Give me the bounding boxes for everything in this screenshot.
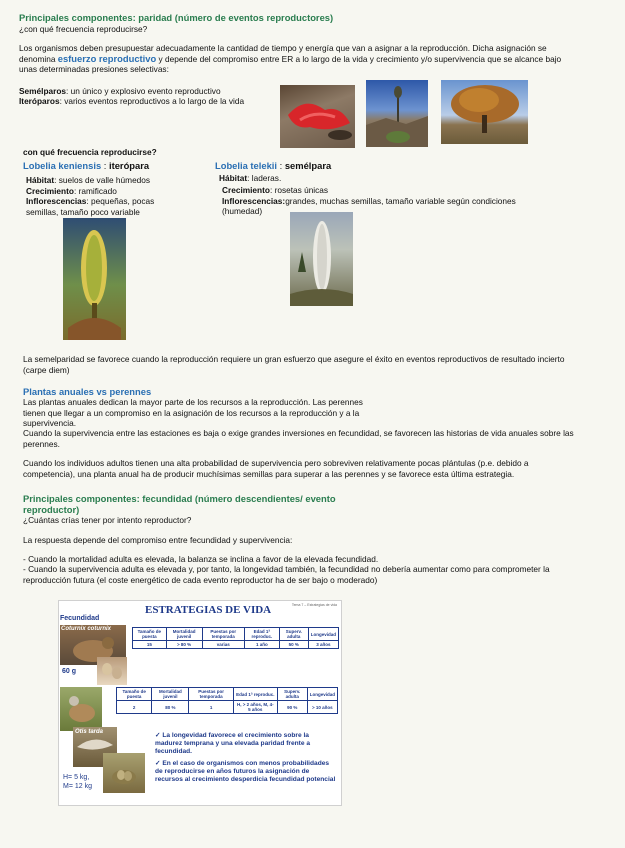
salmon-photo — [280, 85, 355, 148]
bustard-weight-m: M= 12 kg — [63, 783, 92, 790]
telekii-inflorescencias — [222, 196, 532, 217]
slide-title: ESTRATEGIAS DE VIDA — [145, 604, 272, 616]
inflorescencias-value: : pequeñas, pocas semillas, tamaño poco variable — [26, 196, 155, 217]
telekii-crecimiento — [222, 185, 532, 196]
table-cell: 3 años — [308, 641, 338, 649]
section1-paragraph — [19, 43, 579, 75]
header-cell: Longevidad — [308, 628, 338, 641]
telekii-details — [222, 185, 532, 217]
lobelia-telekii-photo — [290, 212, 353, 306]
crecimiento-value: : rosetas únicas — [269, 185, 329, 195]
table-cell: 2 — [117, 701, 152, 714]
table-cell: > 10 años — [307, 701, 337, 714]
slide-bullet-2: ✓ En el caso de organismos con menos probabilidades de reproducirse en años futuros la asignación de recursos al crecimiento desperdicia fecundidad potencial — [155, 760, 336, 783]
iteroparos-def: : varios eventos reproductivos a lo largo de la vida — [59, 96, 245, 106]
header-cell: Puestas por temporada — [189, 688, 233, 701]
iteroparos-line — [19, 96, 244, 107]
quail-table — [132, 627, 339, 649]
header-cell: Edad 1ª reproduc. — [233, 688, 277, 701]
inflorescencias-key: Inflorescencias — [26, 196, 87, 206]
header-cell: Mortalidad juvenil — [152, 688, 189, 701]
slide-corner-label: Tema 7 – Estrategias de vida — [291, 603, 337, 607]
table-cell: 80 % — [152, 701, 189, 714]
crecimiento-key: Crecimiento — [26, 185, 74, 196]
habitat-key: Hábitat — [26, 175, 55, 185]
otis-species-label: Otis tarda — [75, 729, 104, 735]
semelparos-term: Semélparos — [19, 86, 67, 96]
section3-bullet1: - Cuando la mortalidad adulta es elevada, la balanza se inclina a favor de la elevada fecundidad. — [23, 554, 379, 564]
table-cell: 90 % — [277, 701, 307, 714]
bustard-photo — [60, 687, 102, 731]
oak-tree-photo — [441, 80, 528, 144]
agave-photo — [366, 80, 428, 147]
table-cell: 1 — [189, 701, 233, 714]
table-cell: > 80 % — [166, 641, 202, 649]
table-cell: 50 % — [279, 641, 308, 649]
quail-table-header — [133, 628, 339, 641]
inflorescencias-key: Inflorescencias: — [222, 195, 286, 206]
quail-eggs-photo — [97, 657, 127, 685]
lobelia-telekii-name: Lobelia telekii — [215, 160, 277, 171]
header-cell: Superv. adulta — [277, 688, 307, 701]
bustard-nest-photo — [103, 753, 145, 793]
quail-weight: 60 g — [62, 668, 77, 675]
section3-bullet2: - Cuando la supervivencia adulta es elevada y, por tanto, la longevidad también, la fecundidad no debería aumentar como para comprometer la reproducción futura (el coste energético de cada evento reproductor ha de ser bajo o moderado) — [23, 564, 550, 585]
bustard-table-row — [117, 701, 338, 714]
habitat-key: Hábitat — [219, 173, 248, 183]
section2-title: Plantas anuales vs perennes — [23, 386, 152, 397]
keniensis-crecimiento — [26, 186, 161, 197]
table-cell: H, > 2 años, M, 4-5 años — [233, 701, 277, 714]
header-cell: Edad 1ª reproduc. — [244, 628, 279, 641]
section1-question: ¿con qué frecuencia reproducirse? — [19, 24, 148, 34]
iteroparos-term: Iteróparos — [19, 96, 60, 106]
slide-bullet-1: ✓ La longevidad favorece el crecimiento sobre la madurez temprana y una elevada paridad frente a fecundidad. — [155, 732, 311, 755]
section2-paragraph3: Cuando los individuos adultos tienen una alta probabilidad de supervivencia pero sobreviven relativamente pocas plántulas (p.e. debido a competencia), una planta anual ha de producir muchísimas semillas para superar a las perennes y se favorece esta última estrategia. — [23, 458, 529, 479]
header-cell: Tamaño de puesta — [133, 628, 167, 641]
keniensis-details — [26, 175, 161, 217]
bustard-table-header — [117, 688, 338, 701]
header-cell: Tamaño de puesta — [117, 688, 152, 701]
header-cell: Mortalidad juvenil — [166, 628, 202, 641]
separator: : — [277, 160, 285, 171]
section3-question: ¿Cuántas crías tener por intento reproductor? — [23, 515, 192, 525]
quail-table-row — [133, 641, 339, 649]
fecundidad-label: Fecundidad — [60, 615, 100, 622]
lobelia-keniensis-photo — [63, 218, 126, 340]
lobelia-telekii-type: semélpara — [284, 160, 332, 171]
lobelia-keniensis-type: iterópara — [108, 160, 150, 171]
telekii-habitat — [219, 173, 281, 184]
p1-part3: y depende del compromiso entre ER a lo largo de la vida y crecimiento y/o supervivencia que se alcance bajo unas determinadas presiones selectivas: — [19, 53, 562, 74]
section1-title: Principales componentes: paridad (número de eventos reproductores) — [19, 12, 334, 23]
inflorescencias-value: grandes, muchas semillas, tamaño variable según condiciones (humedad) — [222, 195, 516, 216]
habitat-value: : laderas. — [247, 173, 282, 183]
p1-part1: Los organismos deben presupuestar adecuadamente la cantidad de tiempo y energía que van a asignar a la reproducción. Dicha asignación se denomina — [19, 43, 547, 64]
semelparos-line — [19, 86, 221, 97]
lobelia-question: con qué frecuencia reproducirse? — [23, 147, 157, 157]
table-cell: varias — [202, 641, 244, 649]
section2-paragraph1: Las plantas anuales dedican la mayor parte de los recursos a la reproducción. Las perennes tienen que llegar a un compromiso en la asignación de los recursos a la reproducción y a la supervivencia. — [23, 397, 363, 428]
semelparidad-conclusion: La semelparidad se favorece cuando la reproducción requiere un gran esfuerzo que asegure el éxito en eventos reproductivos de resultado incierto (carpe diem) — [23, 354, 565, 375]
estrategias-de-vida-slide — [58, 600, 342, 806]
semelparos-def: : un único y explosivo evento reproductivo — [66, 86, 221, 96]
keniensis-habitat — [26, 175, 161, 186]
separator: : — [101, 160, 109, 171]
section3-paragraph: La respuesta depende del compromiso entre fecundidad y supervivencia: — [23, 535, 293, 545]
coturnix-species-label: Coturnix coturnix — [61, 626, 112, 632]
table-cell: 15 — [133, 641, 167, 649]
habitat-value: : suelos de valle húmedos — [54, 175, 151, 185]
table-cell: 1 año — [244, 641, 279, 649]
section3-title: Principales componentes: fecundidad (número descendientes/ evento reproductor) — [23, 493, 336, 515]
lobelia-keniensis-heading — [23, 160, 149, 171]
header-cell: Longevidad — [307, 688, 337, 701]
bustard-weight-h: H= 5 kg, — [63, 774, 90, 781]
crecimiento-key: Crecimiento — [222, 185, 270, 195]
keniensis-inflorescencias — [26, 196, 161, 217]
header-cell: Puestas por temporada — [202, 628, 244, 641]
header-cell: Superv. adulta — [279, 628, 308, 641]
esfuerzo-reproductivo-term: esfuerzo reproductivo — [57, 52, 157, 64]
crecimiento-value: : ramificado — [73, 185, 117, 196]
section2-paragraph2: Cuando la supervivencia entre las estaciones es baja o exige grandes inversiones en fecundidad, se favorecen las historias de vida anuales sobre las perennes. — [23, 428, 574, 449]
bustard-table — [116, 687, 338, 714]
lobelia-telekii-heading — [215, 160, 331, 171]
lobelia-keniensis-name: Lobelia keniensis — [23, 160, 102, 171]
